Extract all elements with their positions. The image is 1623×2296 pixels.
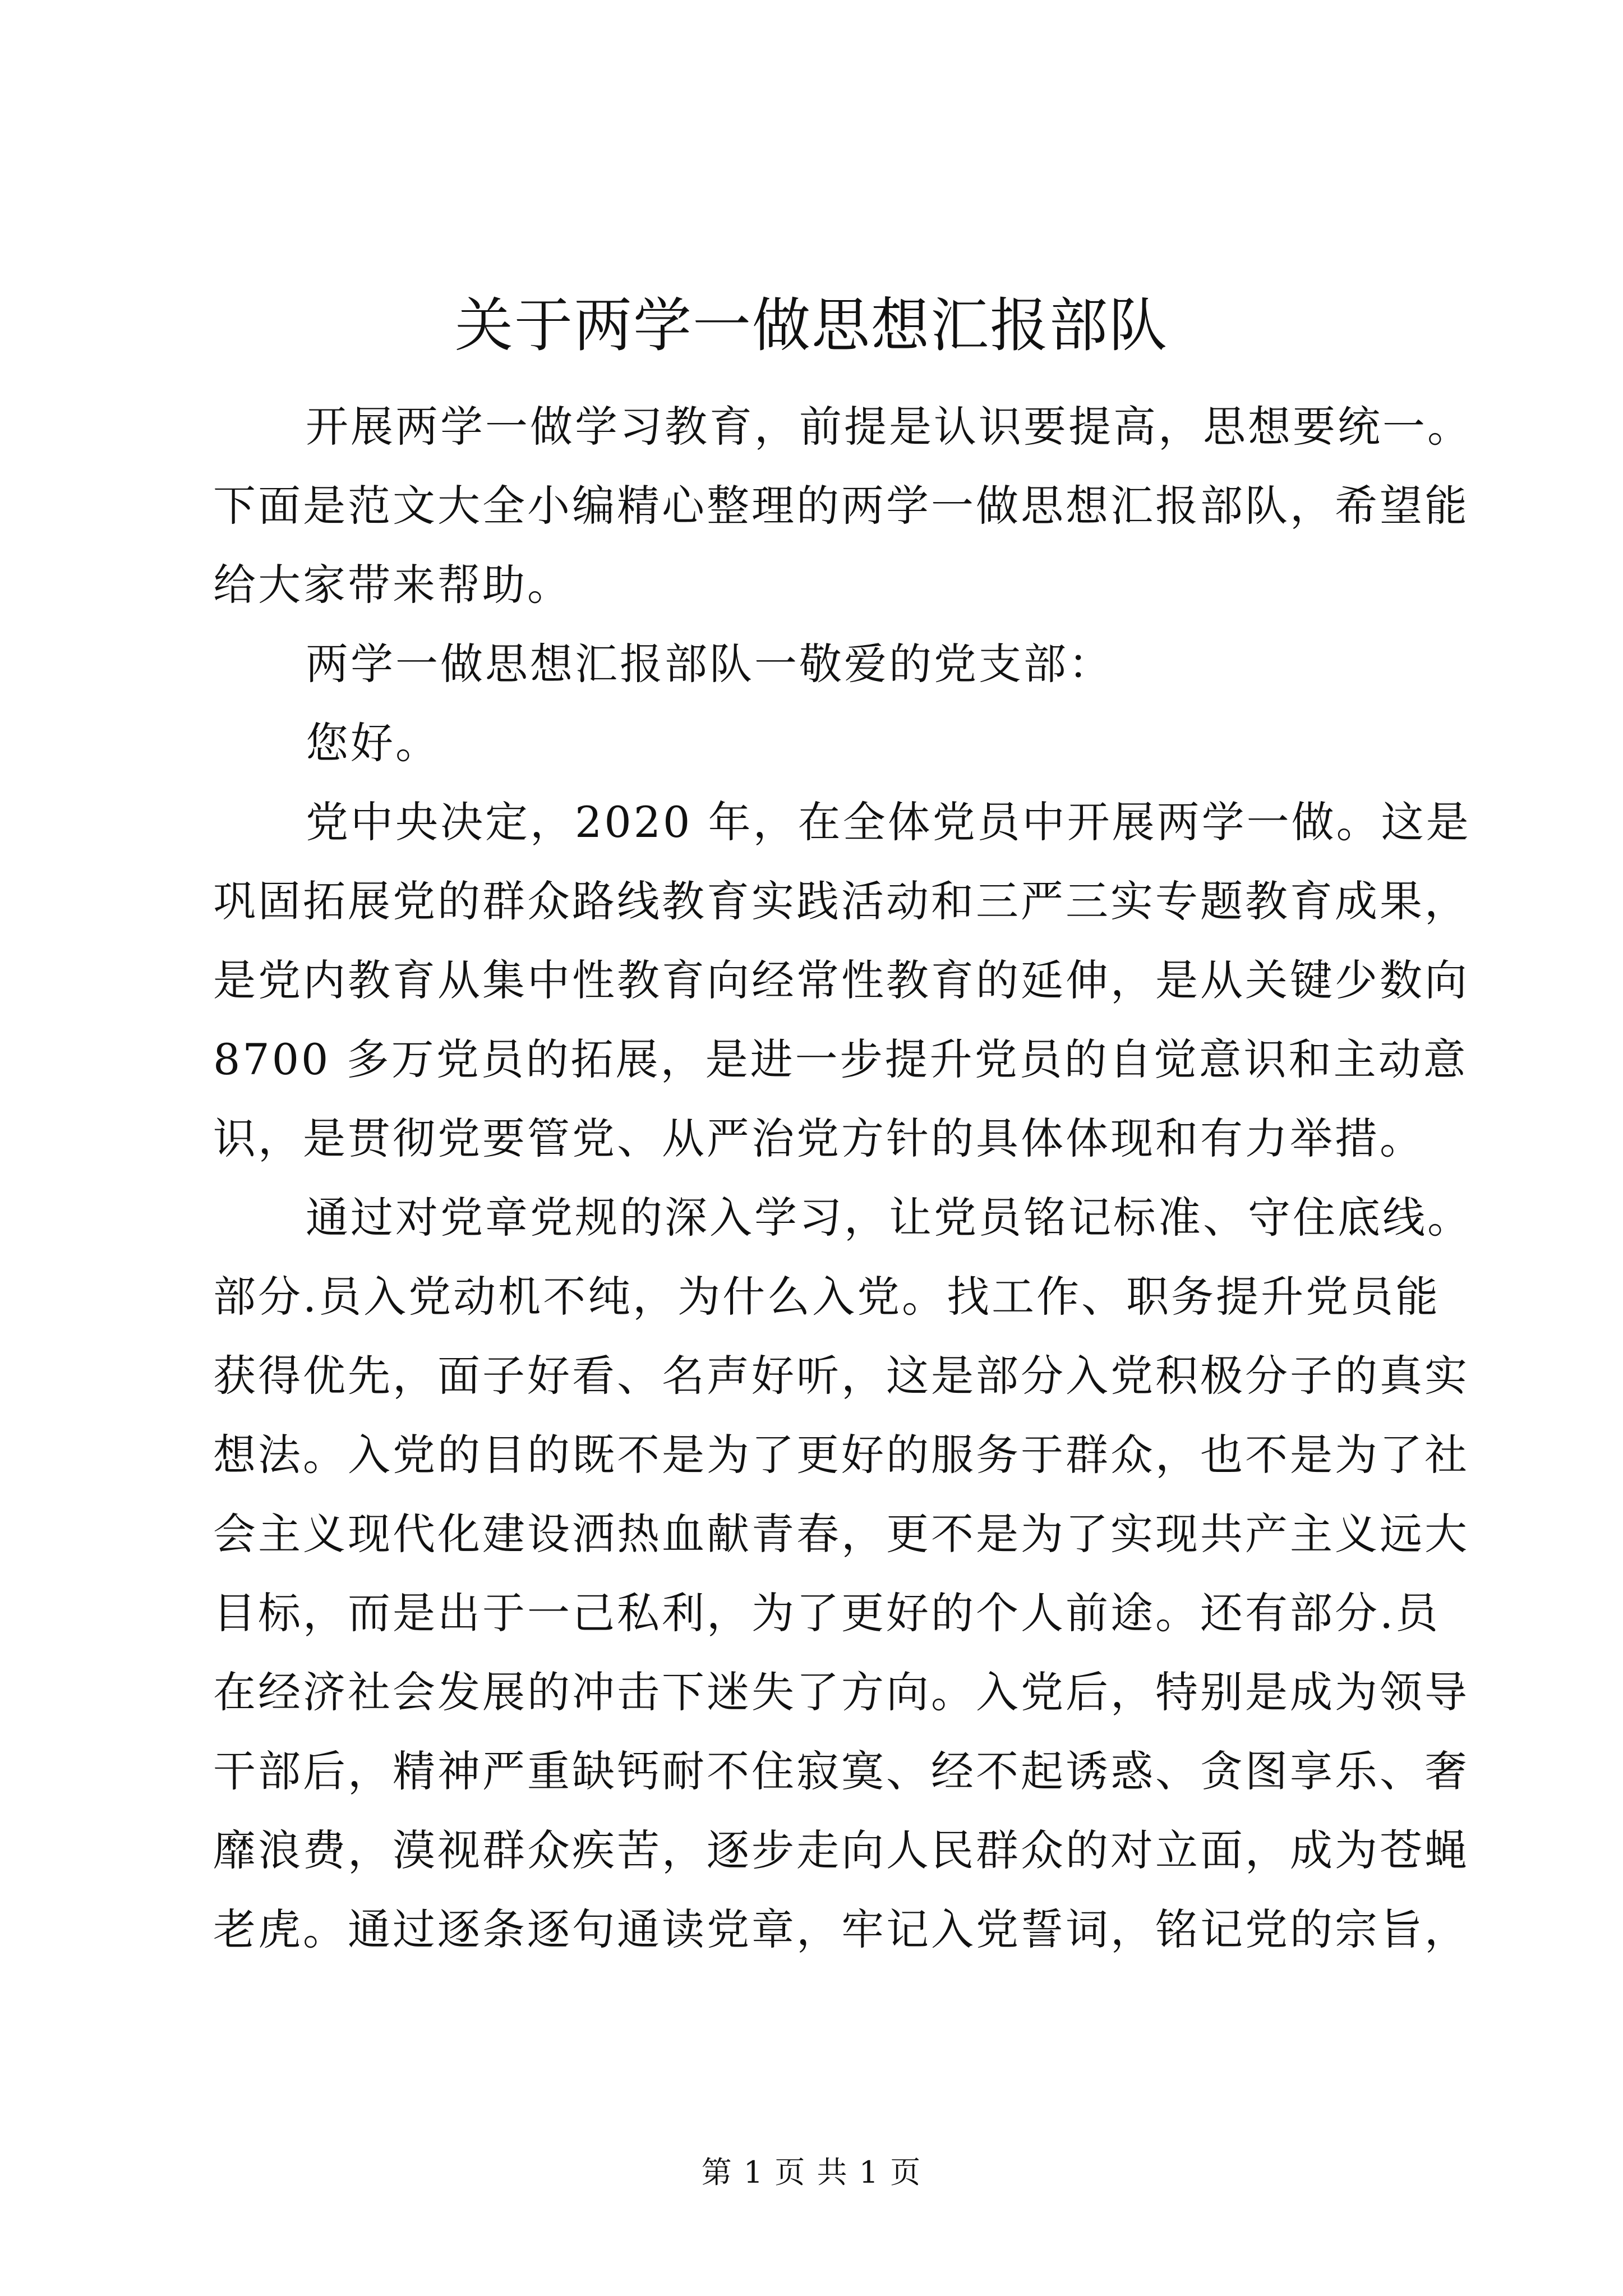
text-line: 您好。 — [306, 718, 440, 768]
document-title: 关于两学一做思想汇报部队 — [454, 291, 1168, 360]
document-body — [213, 387, 1472, 1969]
text-line: 靡浪费，漠视群众疾苦，逐步走向人民群众的对立面，成为苍蝇 — [213, 1825, 1469, 1875]
text-line: 8700 多万党员的拓展，是进一步提升党员的自觉意识和主动意 — [213, 1034, 1468, 1084]
text-line: 开展两学一做学习教育，前提是认识要提高，思想要统一。 — [306, 402, 1472, 452]
text-line: 识，是贯彻党要管党、从严治党方针的具体体现和有力举措。 — [213, 1114, 1424, 1163]
text-line: 干部后，精神严重缺钙耐不住寂寞、经不起诱惑、贪图享乐、奢 — [213, 1746, 1469, 1796]
text-line: 想法。入党的目的既不是为了更好的服务于群众，也不是为了社 — [213, 1430, 1469, 1480]
text-line: 会主义现代化建设洒热血献青春，更不是为了实现共产主义远大 — [213, 1509, 1469, 1559]
text-line: 目标，而是出于一己私利，为了更好的个人前途。还有部分.员 — [213, 1588, 1441, 1638]
text-line: 党中央决定，2020 年，在全体党员中开展两学一做。这是 — [306, 797, 1471, 847]
text-line: 下面是范文大全小编精心整理的两学一做思想汇报部队，希望能 — [213, 481, 1469, 531]
text-line: 部分.员入党动机不纯，为什么入党。找工作、职务提升党员能 — [213, 1272, 1441, 1322]
text-line: 老虎。通过逐条逐句通读党章，牢记入党誓词，铭记党的宗旨， — [213, 1904, 1469, 1954]
page-footer: 第 1 页 共 1 页 — [701, 2155, 922, 2190]
text-line: 是党内教育从集中性教育向经常性教育的延伸，是从关键少数向 — [213, 955, 1469, 1005]
text-line: 获得优先，面子好看、名声好听，这是部分入党积极分子的真实 — [213, 1351, 1469, 1401]
text-line: 给大家带来帮助。 — [213, 560, 572, 610]
text-line: 两学一做思想汇报部队一敬爱的党支部： — [306, 639, 1113, 689]
text-line: 在经济社会发展的冲击下迷失了方向。入党后，特别是成为领导 — [213, 1667, 1469, 1717]
text-line: 通过对党章党规的深入学习，让党员铭记标准、守住底线。 — [306, 1193, 1472, 1243]
text-line: 巩固拓展党的群众路线教育实践活动和三严三实专题教育成果， — [213, 876, 1469, 926]
